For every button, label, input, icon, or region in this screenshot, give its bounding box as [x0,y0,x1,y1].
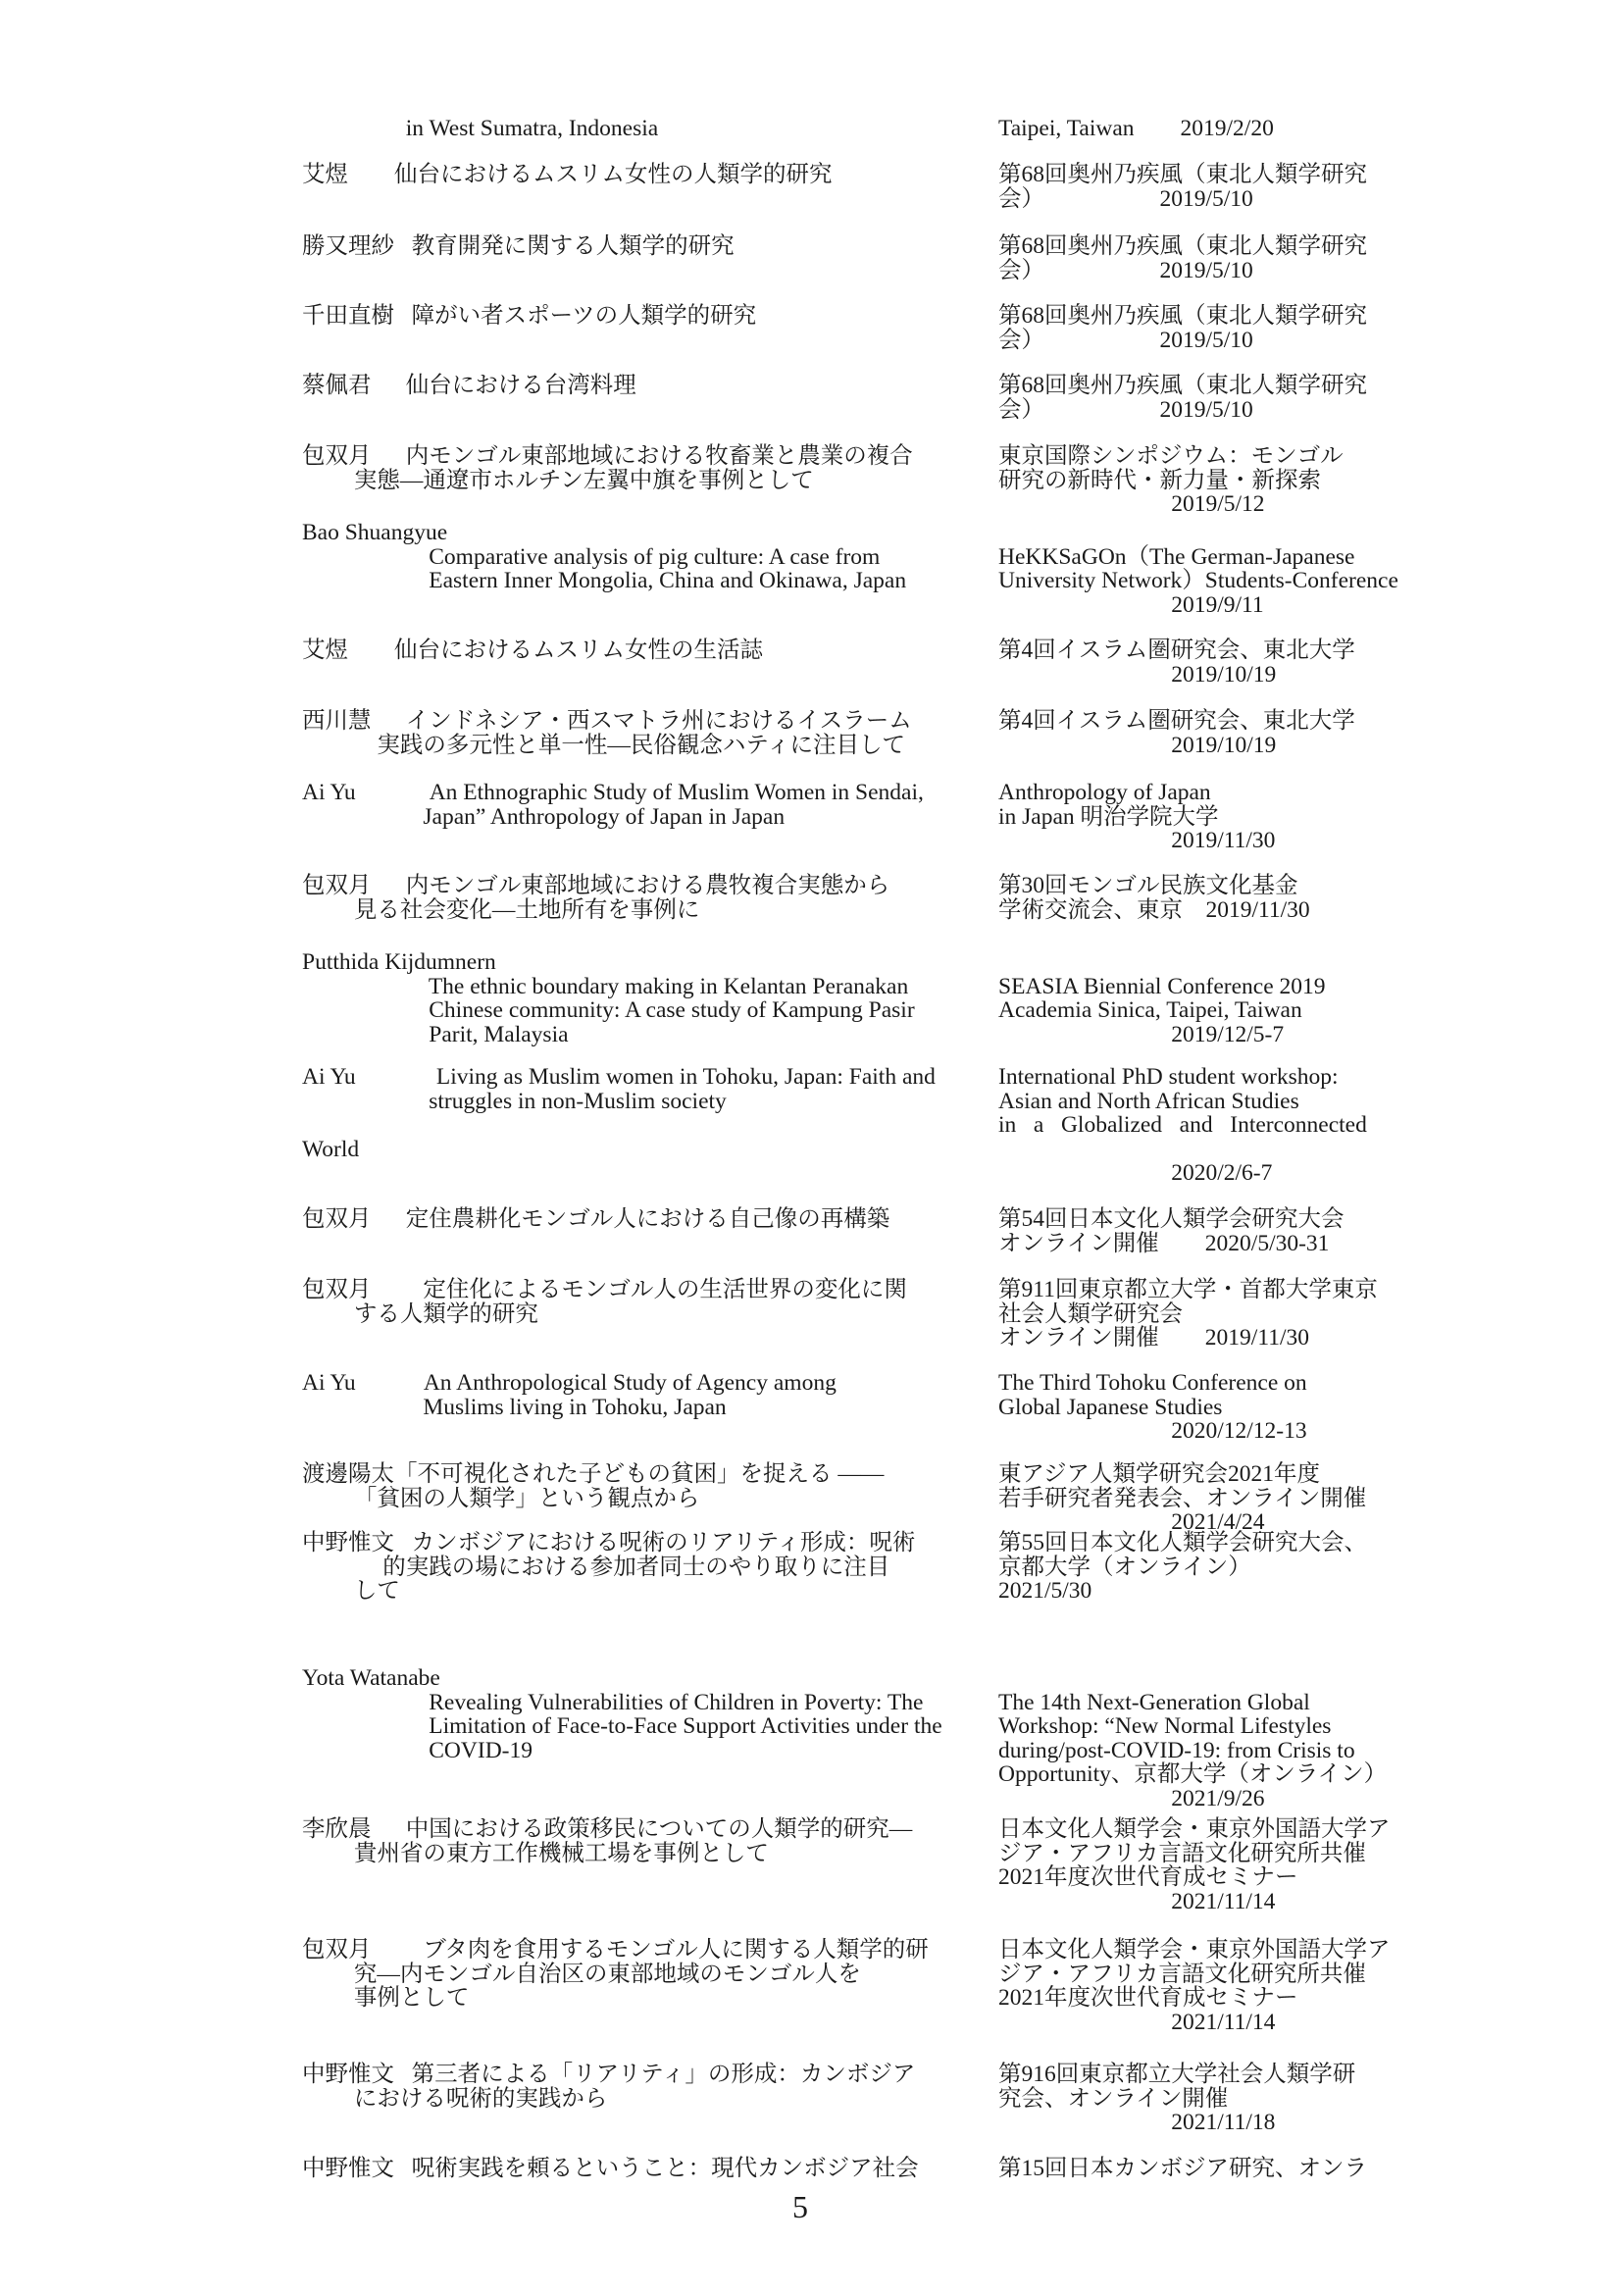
entry-title-line: 西川慧 インドネシア・西スマトラ州におけるイスラーム [302,708,912,734]
entry-title-line: 中野惟文 呪術実践を頼るということ：現代カンボジア社会 [302,2156,919,2181]
entry-title-line: 艾煜 仙台におけるムスリム女性の人類学的研究 [302,162,833,187]
entry-title-line: 李欣晨 中国における政策移民についての人類学的研究― [302,1816,913,1842]
entry-title-line: 勝又理紗 教育開発に関する人類学的研究 [302,233,735,259]
entry-venue-line: Taipei, Taiwan 2019/2/20 [998,116,1274,141]
entry-venue-line: 第68回奥州乃疾風（東北人類学研究 [998,303,1367,329]
entry-venue-line: 2019/10/19 [998,661,1277,688]
entry-venue-line: 第4回イスラム圏研究会、東北大学 [998,637,1355,663]
entry-title-line: における呪術的実践から [302,2085,608,2112]
entry-venue-line: 2020/12/12-13 [998,1418,1307,1444]
entry-venue-line: 第4回イスラム圏研究会、東北大学 [998,708,1355,734]
entry-venue-line: 2019/5/12 [998,491,1265,517]
entry-venue-line: 第68回奥州乃疾風（東北人類学研究 [998,233,1367,259]
entry-venue-line: 2021/4/24 [998,1509,1265,1535]
entry-title-line: COVID-19 [302,1737,533,1763]
entry-venue-line: 学術交流会、東京 2019/11/30 [998,896,1310,923]
entry-title-line: 包双月 ブタ肉を食用するモンゴル人に関する人類学的研 [302,1937,929,1963]
entry-venue-line: 2019/10/19 [998,732,1277,758]
entry-venue-line: 2021/9/26 [998,1785,1265,1811]
entry-title-line: in West Sumatra, Indonesia [302,116,659,141]
entry-venue-line: 究会、オンライン開催 [998,2085,1229,2112]
entry-venue-line: 2021/11/18 [998,2110,1276,2135]
entry-title-line: World [302,1136,360,1162]
entry-title-line: struggles in non-Muslim society [302,1088,727,1114]
entry-title-line: Ai Yu An Ethnographic Study of Muslim Women in Sendai, [302,780,924,805]
entry-venue-line: Workshop: “New Normal Lifestyles [998,1713,1332,1739]
entry-venue-line: 第916回東京都立大学社会人類学研 [998,2062,1356,2087]
entry-title-line: 「貧困の人類学」という観点から [302,1485,700,1511]
entry-venue-line: Anthropology of Japan [998,780,1211,805]
entry-title-line: する人類学的研究 [302,1300,538,1327]
entry-title-line: 的実践の場における参加者同士のやり取りに注目 [302,1554,890,1580]
entry-title-line: 蔡佩君 仙台における台湾料理 [302,373,636,398]
entry-venue-line: Asian and North African Studies [998,1088,1299,1114]
entry-venue-line: 若手研究者発表会、オンライン開催 [998,1485,1367,1511]
entry-title-line: Chinese community: A case study of Kampung Pasir [302,997,915,1023]
entry-venue-line: 2021年度次世代育成セミナー [998,1864,1298,1890]
entry-title-line: 渡邊陽太「不可視化された子どもの貧困」を捉える ―― [302,1461,885,1487]
entry-title-line: Comparative analysis of pig culture: A case from [302,543,881,570]
entry-title-line: Revealing Vulnerabilities of Children in Poverty: The [302,1689,924,1715]
entry-venue-line: 会） 2019/5/10 [998,185,1253,212]
entry-venue-line: 第911回東京都立大学・首都大学東京 [998,1277,1378,1302]
entry-title-line: Putthida Kijdumnern [302,949,496,975]
entry-title-line: Yota Watanabe [302,1665,440,1691]
entry-title-line: 中野惟文 カンボジアにおける呪術のリアリティ形成：呪術 [302,1530,916,1555]
entry-title-line: Ai Yu An Anthropological Study of Agency among [302,1370,837,1396]
entry-venue-line: in Japan 明治学院大学 [998,803,1219,830]
entry-venue-line: 会） 2019/5/10 [998,257,1253,283]
entry-title-line: 貴州省の東方工作機械工場を事例として [302,1840,769,1866]
entry-title-line: 包双月 内モンゴル東部地域における農牧複合実態から [302,873,890,898]
entry-venue-line: 第15回日本カンボジア研究、オンラ [998,2156,1367,2181]
entry-title-line: Ai Yu Living as Muslim women in Tohoku, Japan: Faith and [302,1064,936,1090]
entry-venue-line: 会） 2019/5/10 [998,396,1253,423]
entry-title-line: 中野惟文 第三者による「リアリティ」の形成：カンボジア [302,2062,916,2087]
entry-venue-line: The Third Tohoku Conference on [998,1370,1307,1396]
entry-title-line: 究―内モンゴル自治区の東部地域のモンゴル人を [302,1961,861,1987]
entry-title-line: Muslims living in Tohoku, Japan [302,1394,727,1420]
entry-title-line: 包双月 定住化によるモンゴル人の生活世界の変化に関 [302,1277,907,1302]
entry-venue-line: オンライン開催 2019/11/30 [998,1325,1309,1351]
entry-venue-line: Opportunity、京都大学（オンライン） [998,1761,1388,1787]
entry-venue-line: Global Japanese Studies [998,1394,1223,1420]
page-number: 5 [792,2189,808,2224]
entry-title-line: The ethnic boundary making in Kelantan Peranakan [302,973,909,999]
entry-venue-line: 研究の新時代・新力量・新探索 [998,467,1321,493]
entry-venue-line: HeKKSaGOn（The German-Japanese [998,543,1355,570]
entry-venue-line: in a Globalized and Interconnected [998,1112,1367,1138]
entry-title-line: Japan” Anthropology of Japan in Japan [302,803,786,830]
entry-title-line: 包双月 定住農耕化モンゴル人における自己像の再構築 [302,1206,890,1232]
entry-venue-line: during/post-COVID-19: from Crisis to [998,1737,1355,1763]
entry-venue-line: 第68回奥州乃疾風（東北人類学研究 [998,373,1367,398]
entry-title-line: 事例として [302,1985,470,2011]
entry-venue-line: 日本文化人類学会・東京外国語大学ア [998,1937,1391,1963]
entry-venue-line: 第68回奥州乃疾風（東北人類学研究 [998,162,1367,187]
entry-title-line: 見る社会変化―土地所有を事例に [302,896,700,923]
entry-venue-line: 東アジア人類学研究会2021年度 [998,1461,1321,1487]
entry-venue-line: 2021年度次世代育成セミナー [998,1985,1298,2011]
entry-title-line: 艾煜 仙台におけるムスリム女性の生活誌 [302,637,763,663]
entry-venue-line: 日本文化人類学会・東京外国語大学ア [998,1816,1391,1842]
entry-venue-line: 2021/5/30 [998,1578,1092,1604]
entry-venue-line: Academia Sinica, Taipei, Taiwan [998,997,1302,1023]
entry-venue-line: 2019/11/30 [998,828,1276,853]
entry-title-line: して [302,1578,400,1604]
entry-title-line: Bao Shuangyue [302,520,448,545]
entry-venue-line: The 14th Next-Generation Global [998,1689,1310,1715]
entry-venue-line: SEASIA Biennial Conference 2019 [998,973,1326,999]
entry-title-line: Limitation of Face-to-Face Support Activities under the [302,1713,942,1739]
entry-venue-line: 会） 2019/5/10 [998,327,1253,353]
entry-venue-line: 京都大学（オンライン） [998,1554,1251,1580]
entry-title-line: Eastern Inner Mongolia, China and Okinawa, Japan [302,568,907,593]
entry-title-line: Parit, Malaysia [302,1021,569,1047]
entry-venue-line: 2021/11/14 [998,1888,1276,1914]
entry-title-line: 包双月 内モンゴル東部地域における牧畜業と農業の複合 [302,443,913,469]
entry-venue-line: 社会人類学研究会 [998,1300,1183,1327]
entry-venue-line: University Network）Students-Conference [998,568,1398,593]
entry-venue-line: 東京国際シンポジウム：モンゴル [998,443,1344,469]
entry-venue-line: 2019/12/5-7 [998,1021,1285,1047]
entry-venue-line: 2019/9/11 [998,591,1264,618]
entry-venue-line: 第54回日本文化人類学会研究大会 [998,1206,1345,1232]
entry-title-line: 実態―通遼市ホルチン左翼中旗を事例として [302,467,814,493]
entry-venue-line: ジア・アフリカ言語文化研究所共催 [998,1961,1366,1987]
entry-venue-line: 2021/11/14 [998,2009,1276,2035]
entry-venue-line: 第55回日本文化人類学会研究大会、 [998,1530,1367,1555]
entry-venue-line: オンライン開催 2020/5/30-31 [998,1230,1330,1256]
entry-venue-line: International PhD student workshop: [998,1064,1339,1090]
entry-venue-line: 2020/2/6-7 [998,1160,1273,1186]
entry-venue-line: ジア・アフリカ言語文化研究所共催 [998,1840,1366,1866]
entry-venue-line: 第30回モンゴル民族文化基金 [998,873,1298,898]
entry-title-line: 千田直樹 障がい者スポーツの人類学的研究 [302,303,757,329]
entry-title-line: 実践の多元性と単一性―民俗観念ハティに注目して [302,732,905,758]
